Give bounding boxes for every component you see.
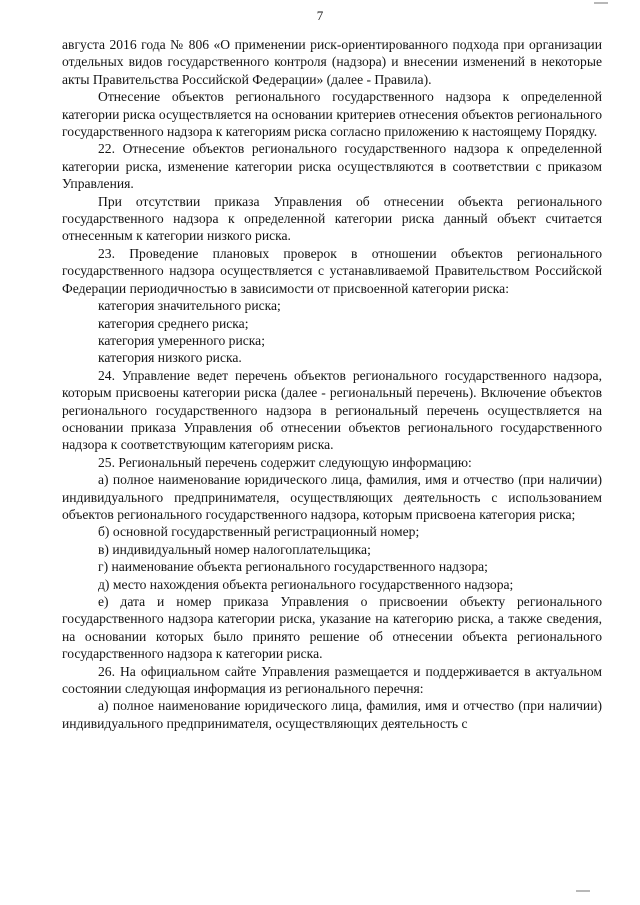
paragraph-26: 26. На официальном сайте Управления размещается и поддерживается в актуальном состоянии следующая информация из регионального перечня: — [62, 663, 602, 697]
list-item-d: д) место нахождения объекта регионального государственного надзора; — [98, 576, 514, 592]
paragraph-no-order: При отсутствии приказа Управления об отнесении объекта регионального государственного надзора к определенной категории риска данный объект считается отнесенным к категории низкого риска. — [62, 193, 602, 244]
scan-artifact-top — [594, 2, 608, 4]
paragraph-24: 24. Управление ведет перечень объектов регионального государственного надзора, которым присвоены категории риска (далее - региональный перечень). Включение объектов регионального государственного надзора в региональный перечень осуществляется на основании приказа Управления об отнесении объектов регионального государственного надзора к соответствующим категориям риска. — [62, 367, 602, 453]
list-item-low-risk: категория низкого риска. — [98, 350, 242, 366]
list-item-g: г) наименование объекта регионального государственного надзора; — [98, 559, 488, 575]
list-item-moderate-risk: категория умеренного риска; — [98, 332, 265, 348]
scan-artifact-bottom — [576, 890, 590, 892]
paragraph-22: 22. Отнесение объектов регионального государственного надзора к определенной категории риска, изменение категории риска осуществляются в соответствии с приказом Управления. — [62, 141, 602, 192]
list-item-significant-risk: категория значительного риска; — [98, 298, 281, 314]
paragraph-25: 25. Региональный перечень содержит следующую информацию: — [98, 454, 472, 470]
list-item-a-26: а) полное наименование юридического лица, фамилия, имя и отчество (при наличии) индивидуального предпринимателя, осуществляющих деятельность с — [62, 698, 602, 731]
document-body — [62, 36, 602, 732]
page-number: 7 — [316, 8, 324, 23]
paragraph-risk-assignment: Отнесение объектов регионального государственного надзора к определенной категории риска осуществляется на основании критериев отнесения объектов регионального государственного надзора к категориям риска согласно приложению к настоящему Порядку. — [62, 89, 602, 140]
paragraph-continuation: августа 2016 года № 806 «О применении риск-ориентированного подхода при организации отдельных видов государственного контроля (надзора) и внесении изменений в некоторые акты Правительства Российской Федерации» (далее - Правила). — [62, 37, 602, 87]
list-item-v: в) индивидуальный номер налогоплательщика; — [98, 541, 371, 557]
paragraph-23: 23. Проведение плановых проверок в отношении объектов регионального государственного надзора осуществляется с устанавливаемой Правительством Российской Федерации периодичностью в зависимости от присвоенной категории риска: — [62, 245, 602, 296]
list-item-a: а) полное наименование юридического лица, фамилия, имя и отчество (при наличии) индивидуального предпринимателя, осуществляющих деятельность с использованием объектов регионального государственного надзора, которым присвоена категория риска; — [62, 472, 602, 522]
list-item-medium-risk: категория среднего риска; — [98, 315, 249, 331]
list-item-b: б) основной государственный регистрационный номер; — [98, 524, 420, 540]
list-item-e: е) дата и номер приказа Управления о присвоении объекту регионального государственного надзора категории риска, указание на категорию риска, а также сведения, на основании которых было принято решение об отнесении объекта регионального государственного надзора к категории риска. — [62, 594, 602, 662]
